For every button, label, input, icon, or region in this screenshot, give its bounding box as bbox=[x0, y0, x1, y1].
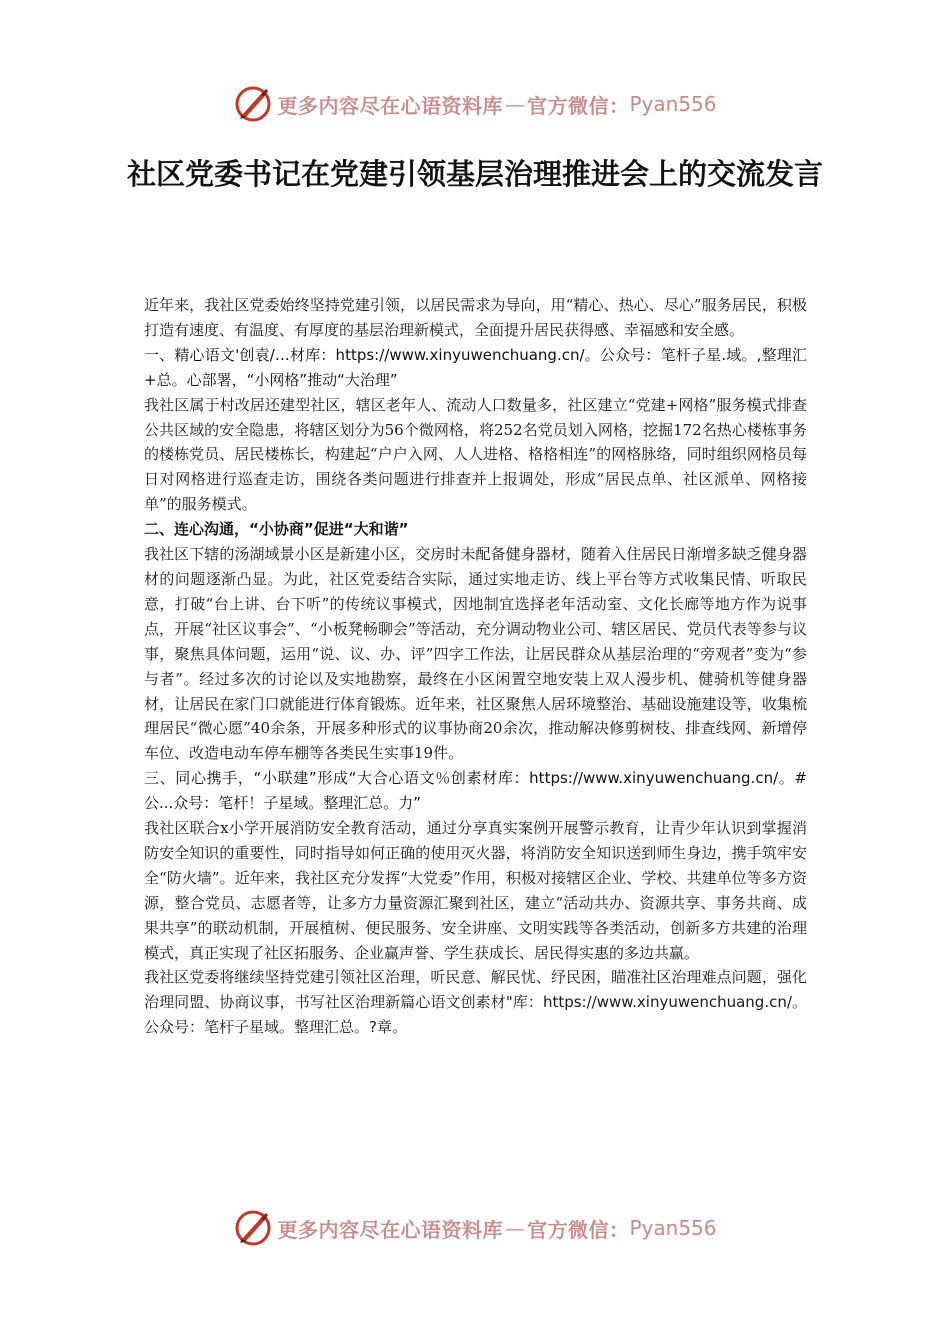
banner-separator: — bbox=[504, 92, 525, 116]
section-paragraph-2: 我社区下辖的汤湖域景小区是新建小区，交房时未配备健身器材，随着入住居民日渐增多缺乏健身器材的问题逐渐凸显。为此，社区党委结合实际，通过实地走访、线上平台等方式收集民情、听取民意，打破“台上讲、台下听”的传统议事模式，因地制宜选择老年活动室、文化长廊等地方作为说事点，开展“社区议事会”、“小板凳畅聊会”等活动，充分调动物业公司、辖区居民、党员代表等参与议事，聚焦具体问题，运用“说、议、办、评”四字工作法，让居民群众从基层治理的“旁观者”变为“参与者”。经过多次的讨论以及实地勘察，最终在小区闲置空地安装上双人漫步机、健骑机等健身器材，让居民在家门口就能进行体育锻炼。近年来，社区聚焦人居环境整治、基础设施建设等，收集梳理居民“微心愿”40余条，开展多种形式的议事协商20余次，推动解决修剪树枝、排查线网、新增停车位、改造电动车停车棚等各类民生实事19件。 bbox=[144, 545, 807, 763]
section-heading-3: 三、同心携手，“小联建”形成“大合心语文％创素材库：https://www.xinyuwenchuang.cn/。#公...众号：笔杆！子星域。整理汇总。力” bbox=[144, 769, 807, 813]
article-body bbox=[144, 293, 807, 1040]
banner-text: 更多内容尽在心语资料库 bbox=[277, 93, 503, 118]
section-paragraph-1: 我社区属于村改居还建型社区，辖区老年人、流动人口数量多，社区建立“党建+网格”服务模式排查公共区域的安全隐患，将辖区划分为56个微网格，将252名党员划入网格，挖掘172名热心楼栋事务的楼栋党员、居民楼栋长，构建起“户户入网、人人进格、格格相连”的网格脉络，同时组织网格员每日对网格进行巡查走访，围绕各类问题进行排查并上报调处，形成“居民点单、社区派单、网格接单”的服务模式。 bbox=[144, 395, 807, 514]
page-title: 社区党委书记在党建引领基层治理推进会上的交流发言 bbox=[126, 157, 823, 191]
section-paragraph-3: 我社区联合x小学开展消防安全教育活动，通过分享真实案例开展警示教育，让青少年认识到掌握消防安全知识的重要性，同时指导如何正确的使用灭火器，将消防安全知识送到师生身边，携手筑牢安全“防火墙”。近年来，我社区充分发挥“大党委”作用，积极对接辖区企业、学校、共建单位等多方资源，整合党员、志愿者等，让多方力量资源汇聚到社区，建立“活动共办、资源共享、事务共商、成果共享”的联动机制，开展植树、便民服务、安全讲座、文明实践等各类活动，创新多方共建的治理模式，真正实现了社区拓服务、企业赢声誉、学生获成长、居民得实惠的多边共赢。 bbox=[144, 819, 807, 962]
banner-text: 更多内容尽在心语资料库 bbox=[277, 1217, 503, 1242]
banner-label: 官方微信： bbox=[526, 93, 630, 118]
closing-paragraph: 我社区党委将继续坚持党建引领社区治理，听民意、解民忧、纾民困，瞄准社区治理难点问题，强化治理同盟、协商议事，书写社区治理新篇心语文创素材"库：https://www.xinyuwenchuang.cn/。公众号：笔杆子星域。整理汇总。?章。 bbox=[144, 968, 807, 1037]
section-heading-1: 一、精心语文'创袁/…材库：https://www.xinyuwenchuang.cn/。公众号：笔杆子星.域。,整理汇+总。心部署，“小网格”推动“大治理” bbox=[144, 345, 807, 389]
section-heading-2: 二、连心沟通，“小协商”促进“大和谐” bbox=[144, 520, 409, 539]
banner-separator: — bbox=[504, 1216, 525, 1240]
header-banner bbox=[0, 82, 950, 126]
banner-wechat-id: Pyan556 bbox=[629, 1216, 717, 1240]
pen-logo-icon bbox=[233, 84, 273, 124]
pen-logo-icon bbox=[233, 1208, 273, 1248]
intro-paragraph: 近年来，我社区党委始终坚持党建引领，以居民需求为导向，用“精心、热心、尽心”服务居民，积极打造有速度、有温度、有厚度的基层治理新模式，全面提升居民获得感、幸福感和安全感。 bbox=[144, 296, 807, 339]
footer-banner bbox=[0, 1206, 950, 1250]
banner-label: 官方微信： bbox=[526, 1217, 630, 1242]
banner-wechat-id: Pyan556 bbox=[629, 92, 717, 116]
